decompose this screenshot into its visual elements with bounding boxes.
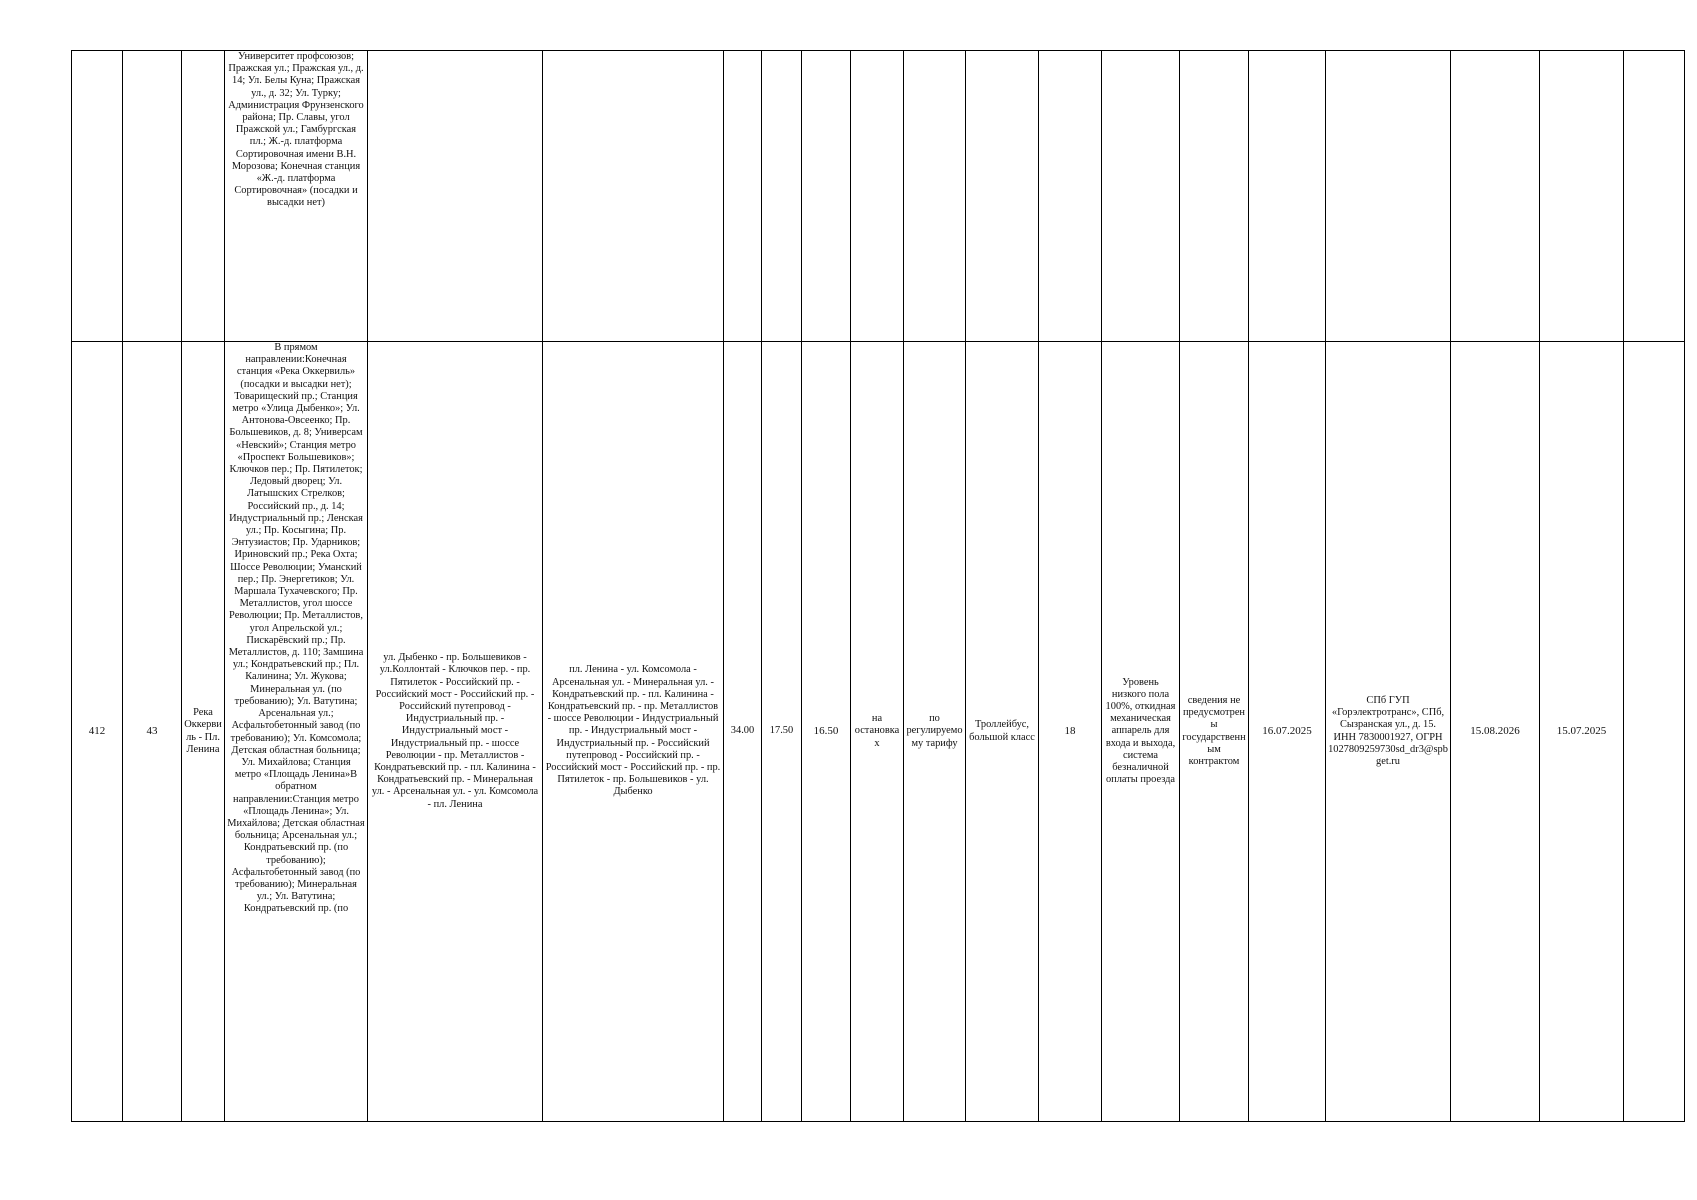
vehicle-type: Троллейбус, большой класс — [966, 342, 1039, 1122]
route-name: Река Оккервиль - Пл. Ленина — [182, 342, 225, 1122]
extra-cell — [1624, 342, 1685, 1122]
route-back: пл. Ленина - ул. Комсомола - Арсенальная ул. - Минеральная ул. - Кондратьевский пр. - пл. Калинина - Кондратьевский пр. - пр. Металлистов - шоссе Революции - Индустриальный пр. - Индустриальный мост - Индустриальный пр. - Российский путепровод - Российский пр. - Российский мост - Российский пр. - пр. Пятилеток - пр. Большевиков - ул. Дыбенко — [543, 342, 724, 1122]
route-name — [182, 51, 225, 342]
total-length: 16.50 — [802, 342, 851, 1122]
route-back — [543, 51, 724, 342]
start-date: 16.07.2025 — [1249, 342, 1326, 1122]
vehicle-count — [1039, 51, 1102, 342]
stop-order: на остановках — [851, 342, 904, 1122]
operator-info — [1326, 51, 1451, 342]
date-b — [1540, 51, 1624, 342]
table-row — [72, 51, 1685, 342]
fare-type — [904, 51, 966, 342]
fare-type: по регулируемому тарифу — [904, 342, 966, 1122]
stop-order — [851, 51, 904, 342]
vehicle-characteristics: Уровень низкого пола 100%, откидная механическая аппарель для входа и выхода, система безналичной оплаты проезда — [1102, 342, 1180, 1122]
contract-info: сведения не предусмотрены государственным контрактом — [1180, 342, 1249, 1122]
extra-cell — [1624, 51, 1685, 342]
registry-number — [72, 51, 123, 342]
contract-info — [1180, 51, 1249, 342]
route-number — [123, 51, 182, 342]
length-back: 17.50 — [762, 342, 802, 1122]
stops-list: В прямом направлении:Конечная станция «Река Оккервиль» (посадки и высадки нет); Товарищеский пр.; Станция метро «Улица Дыбенко»; Ул. Антонова-Овсеенко; Пр. Большевиков, д. 8; Универсам «Невский»; Станция метро «Проспект Большевиков»; Ключков пер.; Пр. Пятилеток; Ледовый дворец; Ул. Латышских Стрелков; Российский пр., д. 14; Индустриальный пр.; Ленская ул.; Пр. Косыгина; Пр. Энтузиастов; Пр. Ударников; Ириновский пр.; Река Охта; Шоссе Революции; Уманский пер.; Пр. Энергетиков; Ул. Маршала Тухачевского; Пр. Металлистов, угол шоссе Революции; Пр. Металлистов, угол Апрельской ул.; Пискарёвский пр.; Пр. Металлистов, д. 110; Замшина ул.; Кондратьевский пр.; Пл. Калинина; Ул. Жукова; Минеральная ул. (по требованию); Ул. Ватутина; Арсенальная ул.; Асфальтобетонный завод (по требованию); Ул. Комсомола; Детская областная больница; Ул. Михайлова; Станция метро «Площадь Ленина»В обратном направлении:Станция метро «Площадь Ленина»; Ул. Михайлова; Детская областная больница; Арсенальная ул.; Кондратьевский пр. (по требованию); Асфальтобетонный завод (по требованию); Минеральная ул.; Ул. Ватутина; Кондратьевский пр. (по — [225, 342, 368, 1122]
length-back — [762, 51, 802, 342]
date-a: 15.08.2026 — [1451, 342, 1540, 1122]
total-length — [802, 51, 851, 342]
stops-list: Университет профсоюзов; Пражская ул.; Пражская ул., д. 14; Ул. Белы Куна; Пражская ул., д. 32; Ул. Турку; Администрация Фрунзенского района; Пр. Славы, угол Пражской ул.; Гамбургская пл.; Ж.-д. платформа Сортировочная имени В.Н. Морозова; Конечная станция «Ж.-д. платформа Сортировочная» (посадки и высадки нет) — [225, 51, 368, 342]
date-a — [1451, 51, 1540, 342]
route-number: 43 — [123, 342, 182, 1122]
vehicle-type — [966, 51, 1039, 342]
length-forward: 34.00 — [724, 342, 762, 1122]
date-b: 15.07.2025 — [1540, 342, 1624, 1122]
registry-table — [71, 50, 1685, 1122]
table-row — [72, 342, 1685, 1122]
length-forward — [724, 51, 762, 342]
route-forward: ул. Дыбенко - пр. Большевиков - ул.Коллонтай - Ключков пер. - пр. Пятилеток - Российский пр. - Российский мост - Российский пр. - Российский путепровод - Индустриальный пр. - Индустриальный мост - Индустриальный пр. - шоссе Революции - пр. Металлистов - Кондратьевский пр. - пл. Калинина - Кондратьевский пр. - Минеральная ул. - Арсенальная ул. - ул. Комсомола - пл. Ленина — [368, 342, 543, 1122]
operator-info: СПб ГУП «Горэлектротранс», СПб, Сызранская ул., д. 15. ИНН 7830001927, ОГРН 1027809259730sd_dr3@spbget.ru — [1326, 342, 1451, 1122]
vehicle-characteristics — [1102, 51, 1180, 342]
start-date — [1249, 51, 1326, 342]
registry-number: 412 — [72, 342, 123, 1122]
vehicle-count: 18 — [1039, 342, 1102, 1122]
route-forward — [368, 51, 543, 342]
